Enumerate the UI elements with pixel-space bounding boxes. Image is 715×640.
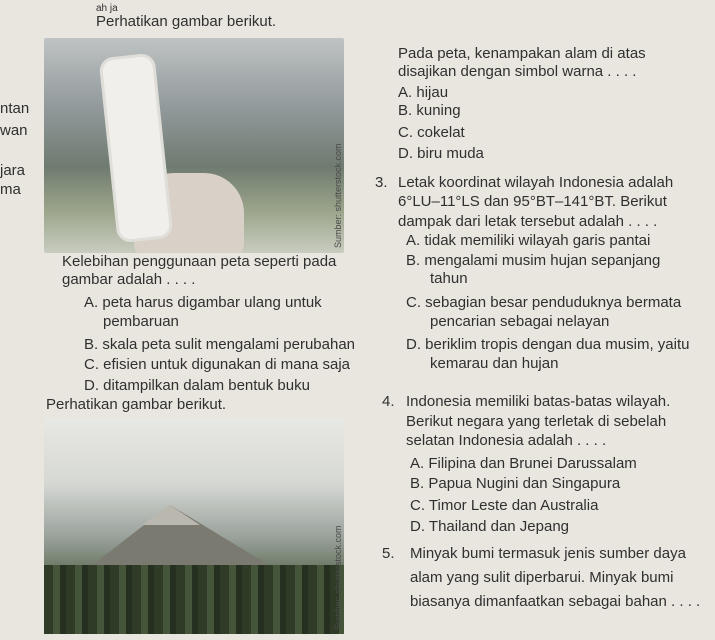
question-line: Letak koordinat wilayah Indonesia adalah bbox=[398, 174, 674, 191]
option-d-cont: kemarau dan hujan bbox=[430, 355, 559, 372]
question-line: Kelebihan penggunaan peta seperti pada bbox=[62, 253, 337, 270]
question-line: Berikut negara yang terletak di sebelah bbox=[406, 413, 667, 430]
intro-text-2: Perhatikan gambar berikut. bbox=[46, 396, 227, 413]
left-fragment: jara bbox=[0, 162, 26, 179]
option-a: A. hijau bbox=[398, 84, 449, 101]
option-c: C. cokelat bbox=[398, 124, 465, 141]
photo-credit: Sumber: shutterstock.com bbox=[333, 143, 343, 248]
mountain-peak-shape bbox=[142, 505, 200, 525]
question-line: 6°LU–11°LS dan 95°BT–141°BT. Berikut bbox=[398, 193, 667, 210]
option-a: A. Filipina dan Brunei Darussalam bbox=[410, 455, 637, 472]
option-c: C. efisien untuk digunakan di mana saja bbox=[84, 356, 351, 373]
question-line: biasanya dimanfaatkan sebagai bahan . . . . bbox=[410, 593, 701, 610]
option-c-cont: pencarian sebagai nelayan bbox=[430, 313, 610, 330]
option-b: B. mengalami musim hujan sepanjang bbox=[406, 252, 661, 269]
option-a: A. peta harus digambar ulang untuk bbox=[84, 294, 322, 311]
option-d: D. ditampilkan dalam bentuk buku bbox=[84, 377, 310, 394]
question-line: Indonesia memiliki batas-batas wilayah. bbox=[406, 393, 671, 410]
option-c: C. sebagian besar penduduknya bermata bbox=[406, 294, 682, 311]
option-a: A. tidak memiliki wilayah garis pantai bbox=[406, 232, 651, 249]
left-fragment: ma bbox=[0, 181, 21, 198]
option-b-cont: tahun bbox=[430, 270, 468, 287]
question-line: selatan Indonesia adalah . . . . bbox=[406, 432, 607, 449]
top-fragment: ah ja bbox=[96, 3, 118, 14]
option-d: D. biru muda bbox=[398, 145, 484, 162]
option-b: B. kuning bbox=[398, 102, 461, 119]
question-number: 5. bbox=[382, 545, 395, 562]
question-line: disajikan dengan simbol warna . . . . bbox=[398, 63, 637, 80]
question-number: 4. bbox=[382, 393, 395, 410]
option-b: B. skala peta sulit mengalami perubahan bbox=[84, 336, 356, 353]
option-d: D. beriklim tropis dengan dua musim, yaitu bbox=[406, 336, 690, 353]
intro-text-1: Perhatikan gambar berikut. bbox=[96, 13, 277, 30]
question-line: dampak dari letak tersebut adalah . . . . bbox=[398, 213, 658, 230]
option-d: D. Thailand dan Jepang bbox=[410, 518, 570, 535]
question-line: gambar adalah . . . . bbox=[62, 271, 196, 288]
question-line: Pada peta, kenampakan alam di atas bbox=[398, 45, 646, 62]
forest-shape bbox=[44, 565, 344, 634]
left-fragment: ntan bbox=[0, 100, 30, 117]
photo-credit: Sumber: shutterstock.com bbox=[333, 525, 343, 630]
option-b: B. Papua Nugini dan Singapura bbox=[410, 475, 621, 492]
phone-map-photo bbox=[44, 38, 344, 253]
left-fragment: wan bbox=[0, 122, 28, 139]
question-number: 3. bbox=[375, 174, 388, 191]
option-c: C. Timor Leste dan Australia bbox=[410, 497, 599, 514]
option-a-cont: pembaruan bbox=[103, 313, 179, 330]
question-line: Minyak bumi termasuk jenis sumber daya bbox=[410, 545, 686, 562]
question-line: alam yang sulit diperbarui. Minyak bumi bbox=[410, 569, 674, 586]
